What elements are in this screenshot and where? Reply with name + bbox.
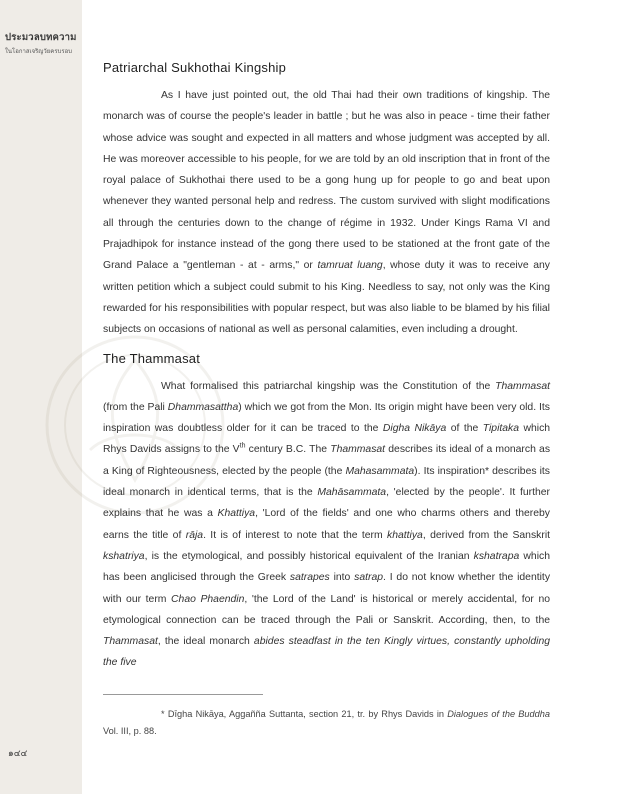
running-header <box>5 30 79 56</box>
footnote: * Dīgha Nikāya, Aggañña Suttanta, section 21, tr. by Rhys Davids in Dialogues of the Buddha Vol. III, p. 88. <box>103 709 550 736</box>
footnote-rule <box>103 694 263 695</box>
section-heading-thammasat: The Thammasat <box>103 350 201 366</box>
running-header-title: ประมวลบทความ <box>5 32 77 43</box>
running-header-subtitle: ในโอกาสเจริญวัยครบรอบ <box>5 49 72 55</box>
page-number: ๑๔๔ <box>8 748 28 758</box>
page-body <box>103 58 550 674</box>
paragraph-thammasat: What formalised this patriarchal kingship was the Constitution of the Thammasat (from the Pali Dhammasattha) which we got from the Mon. Its origin might have been very old. Its inspiration was doubtless older for it can be traced to the Digha Nikāya of the Tipitaka which Rhys Davids assigns to the Vth century B.C. The Thammasat describes its ideal of a monarch as a King of Righteousness, elected by the people (the Mahasammata). Its inspiration* describes its ideal monarch in identical terms, that is the Mahāsammata, 'elected by the people'. It further explains that he was a Khattiya, 'Lord of the fields' and one who charms others and thereby earns the title of rāja. It is of interest to note that the term khattiya, derived from the Sanskrit kshatriya, is the etymological, and possibly historical equivalent of the Iranian kshatrapa which has been anglicised through the Greek satrapes into satrap. I do not know whether the identity with our term Chao Phaendin, 'the Lord of the Land' is historical or merely accidental, for no etymological connection can be traced through the Pali or Sanskrit. According, then, to the Thammasat, the ideal monarch abides steadfast in the ten Kingly virtues, constantly upholding the five <box>103 380 551 669</box>
paragraph-kingship: As I have just pointed out, the old Thai had their own traditions of kingship. The monarch was of course the people's leader in battle ; but he was also in peace - time their father whose advice was sought and expected in all matters and whose judgment was accepted by all. He was moreover accessible to his people, for we are told by an old inscription that in front of the royal palace of Sukhothai there used to be a gong hung up for people to go and beat upon whenever they wanted personal help and redress. The custom survived with slight modifications all through the centuries down to the change of régime in 1932. Under Kings Rama VI and Prajadhipok for instance instead of the gong there used to be stationed at the front gate of the Grand Palace a "gentleman - at - arms," or tamruat luang, whose duty it was to receive any written petition which a subject could submit to his King. Needless to say, not only was the King rewarded for his responsibilities with popular respect, but was also liable to be blamed by his filial subjects on occasions of national as well as personal calamities, even including a drought. <box>103 90 550 336</box>
section-heading-kingship: Patriarchal Sukhothai Kingship <box>103 60 287 75</box>
